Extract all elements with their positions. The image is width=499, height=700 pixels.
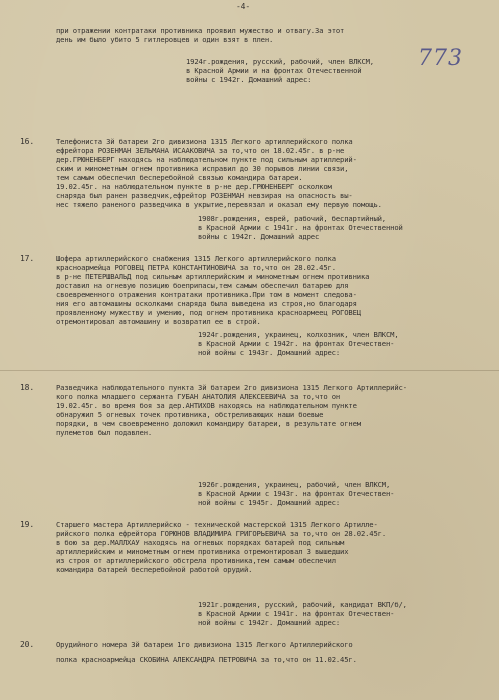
fragment-bio-line: в Красной Армии и на фронтах Отечественной	[186, 66, 362, 75]
entry-number: 16.	[20, 137, 34, 146]
entry-body-line: обнаружил 5 огневых точек противника, обстреливающих наши боевые	[56, 410, 324, 419]
entry-bio-line: в Красной Армии с 1941г. на фронтах Отечественной	[198, 223, 403, 232]
entry-body-line: пулеметов был подавлен.	[56, 428, 153, 437]
entry-bio-line: в Красной Армии с 1942г. на фронтах Отечествен-	[198, 339, 395, 348]
entry-body-line: снаряда был ранен разведчик,ефрейтор РОЗЕНМАН невзирая на опасность вы-	[56, 191, 353, 200]
entry-body-line: Разведчика наблюдательного пункта 3й батареи 2го дивизиона 1315 Легкого Артиллерийс-	[56, 383, 407, 392]
entry-body-line: доставил на огневую позицию боеприпасы,тем самым обеспечил батарею для	[56, 281, 349, 290]
entry-bio-line: 1908г.рождения, еврей, рабочий, беспартийный,	[198, 214, 386, 223]
entry-body-line: в бою за дер.МАЛЛХАУ находясь на огневых порядках батарей под сильным	[56, 538, 345, 547]
entry-number: 20.	[20, 640, 34, 649]
entry-body-line: полка красноармейца СКОБИНА АЛЕКСАНДРА ПЕТРОВИЧА за то,что он 11.02.45г.	[56, 655, 357, 664]
entry-body-line: красноармейца РОГОВЕЦ ПЕТРА КОНСТАНТИНОВИЧА за то,что он 28.02.45г.	[56, 263, 336, 272]
entry-body-line: проявленному мужеству и умению, под огнем противника красноармеец РОГОВЕЦ	[56, 308, 361, 317]
entry-number: 19.	[20, 520, 34, 529]
entry-number: 18.	[20, 383, 34, 392]
entry-body-line: Старшего мастера Артиллерийско - технической мастерской 1315 Легкого Артилле-	[56, 520, 378, 529]
fragment-line: день им было убито 5 гитлеровцев и один взят в плен.	[56, 35, 274, 44]
entry-bio-line: войны с 1942г. Домашний адрес	[198, 232, 320, 241]
entry-bio-line: в Красной Армии с 1941г. на фронтах Отечествен-	[198, 609, 395, 618]
page-number: -4-	[236, 2, 250, 11]
entry-body-line: 19.02.45г. во время боя за дер.АНТИХОВ находясь на наблюдательном пункте	[56, 401, 357, 410]
entry-bio-line: ной войны с 1945г. Домашний адрес:	[198, 498, 341, 507]
entry-body-line: артиллерийским и минометным огнем противника отремонтировал 3 вышедших	[56, 547, 349, 556]
entry-body-line: нес тяжело раненого разведчика в укрытие,перевязал и оказал ему первую помощь.	[56, 200, 382, 209]
fragment-bio-line: войны с 1942г. Домашний адрес:	[186, 75, 312, 84]
entry-bio-line: 1921г.рождения, русский, рабочий, кандидат ВКП/б/,	[198, 600, 407, 609]
entry-body-line: своевременного отражения контратаки противника.При том в момент следова-	[56, 290, 357, 299]
entry-body-line: отремонтировал автомашину и возвратил ее в строй.	[56, 317, 261, 326]
entry-bio-line: в Красной Армии с 1943г. на фронтах Отечествен-	[198, 489, 395, 498]
entry-body-line: ния его автомашины осколками снаряда была выведена из строя,но благодаря	[56, 299, 357, 308]
entry-body-line: порядки, в чем своевременно доложил командиру батареи, в результате огнем	[56, 419, 361, 428]
entry-number: 17.	[20, 254, 34, 263]
entry-bio-line: ной войны с 1943г. Домашний адрес:	[198, 348, 341, 357]
entry-body-line: 19.02.45г. на наблюдательном пункте в р-не дер.ГРЮНЕНБЕРГ осколком	[56, 182, 332, 191]
entry-body-line: ефрейтора РОЗЕНМАН ЗЕЛЬМАНА ИСААКОВИЧА за то,что он 18.02.45г. в р-не	[56, 146, 345, 155]
fragment-line: при отражении контратаки противника проявил мужество и отвагу.За этот	[56, 26, 345, 35]
entry-body-line: Шофера артиллерийского снабжения 1315 Легкого артиллерийского полка	[56, 254, 336, 263]
entry-bio-line: 1926г.рождения, украинец, рабочий, член ВЛКСМ,	[198, 480, 391, 489]
entry-body-line: Орудийного номера 3й батареи 1го дивизиона 1315 Легкого Артиллерийского	[56, 640, 353, 649]
entry-body-line: Телефониста 3й батареи 2го дивизиона 1315 Легкого артиллерийского полка	[56, 137, 353, 146]
entry-body-line: рийского полка ефрейтора ГОРЮНОВ ВЛАДИМИРА ГРИГОРЬЕВИЧА за то,что он 28.02.45г.	[56, 529, 387, 538]
entry-bio-line: 1924г.рождения, украинец, колхозник, член ВЛКСМ,	[198, 330, 399, 339]
handwritten-mark: 773	[418, 46, 463, 71]
entry-body-line: кого полка младшего сержанта ГУБАН АНАТОЛИЯ АЛЕКСЕЕВИЧА за то,что он	[56, 392, 341, 401]
fragment-bio-line: 1924г.рождения, русский, рабочий, член ВЛКСМ,	[186, 57, 374, 66]
entry-bio-line: ной войны с 1942г. Домашний адрес:	[198, 618, 341, 627]
entry-body-line: тем самым обеспечил бесперебойной связью командира батареи.	[56, 173, 303, 182]
entry-body-line: дер.ГРЮНЕНБЕРГ находясь на наблюдательном пункте под сильным артиллерий-	[56, 155, 357, 164]
paper-fold	[0, 370, 499, 371]
entry-body-line: в р-не ПЕТЕРШВАЛЬД под сильным артиллерийским и минометным огнем противника	[56, 272, 370, 281]
entry-body-line: из строя от артиллерийского обстрела противника,тем самым обеспечил	[56, 556, 336, 565]
entry-body-line: командира батарей бесперебойной работой орудий.	[56, 565, 253, 574]
entry-body-line: ским и минометным огнем противника исправил до 30 порывов линии связи,	[56, 164, 349, 173]
